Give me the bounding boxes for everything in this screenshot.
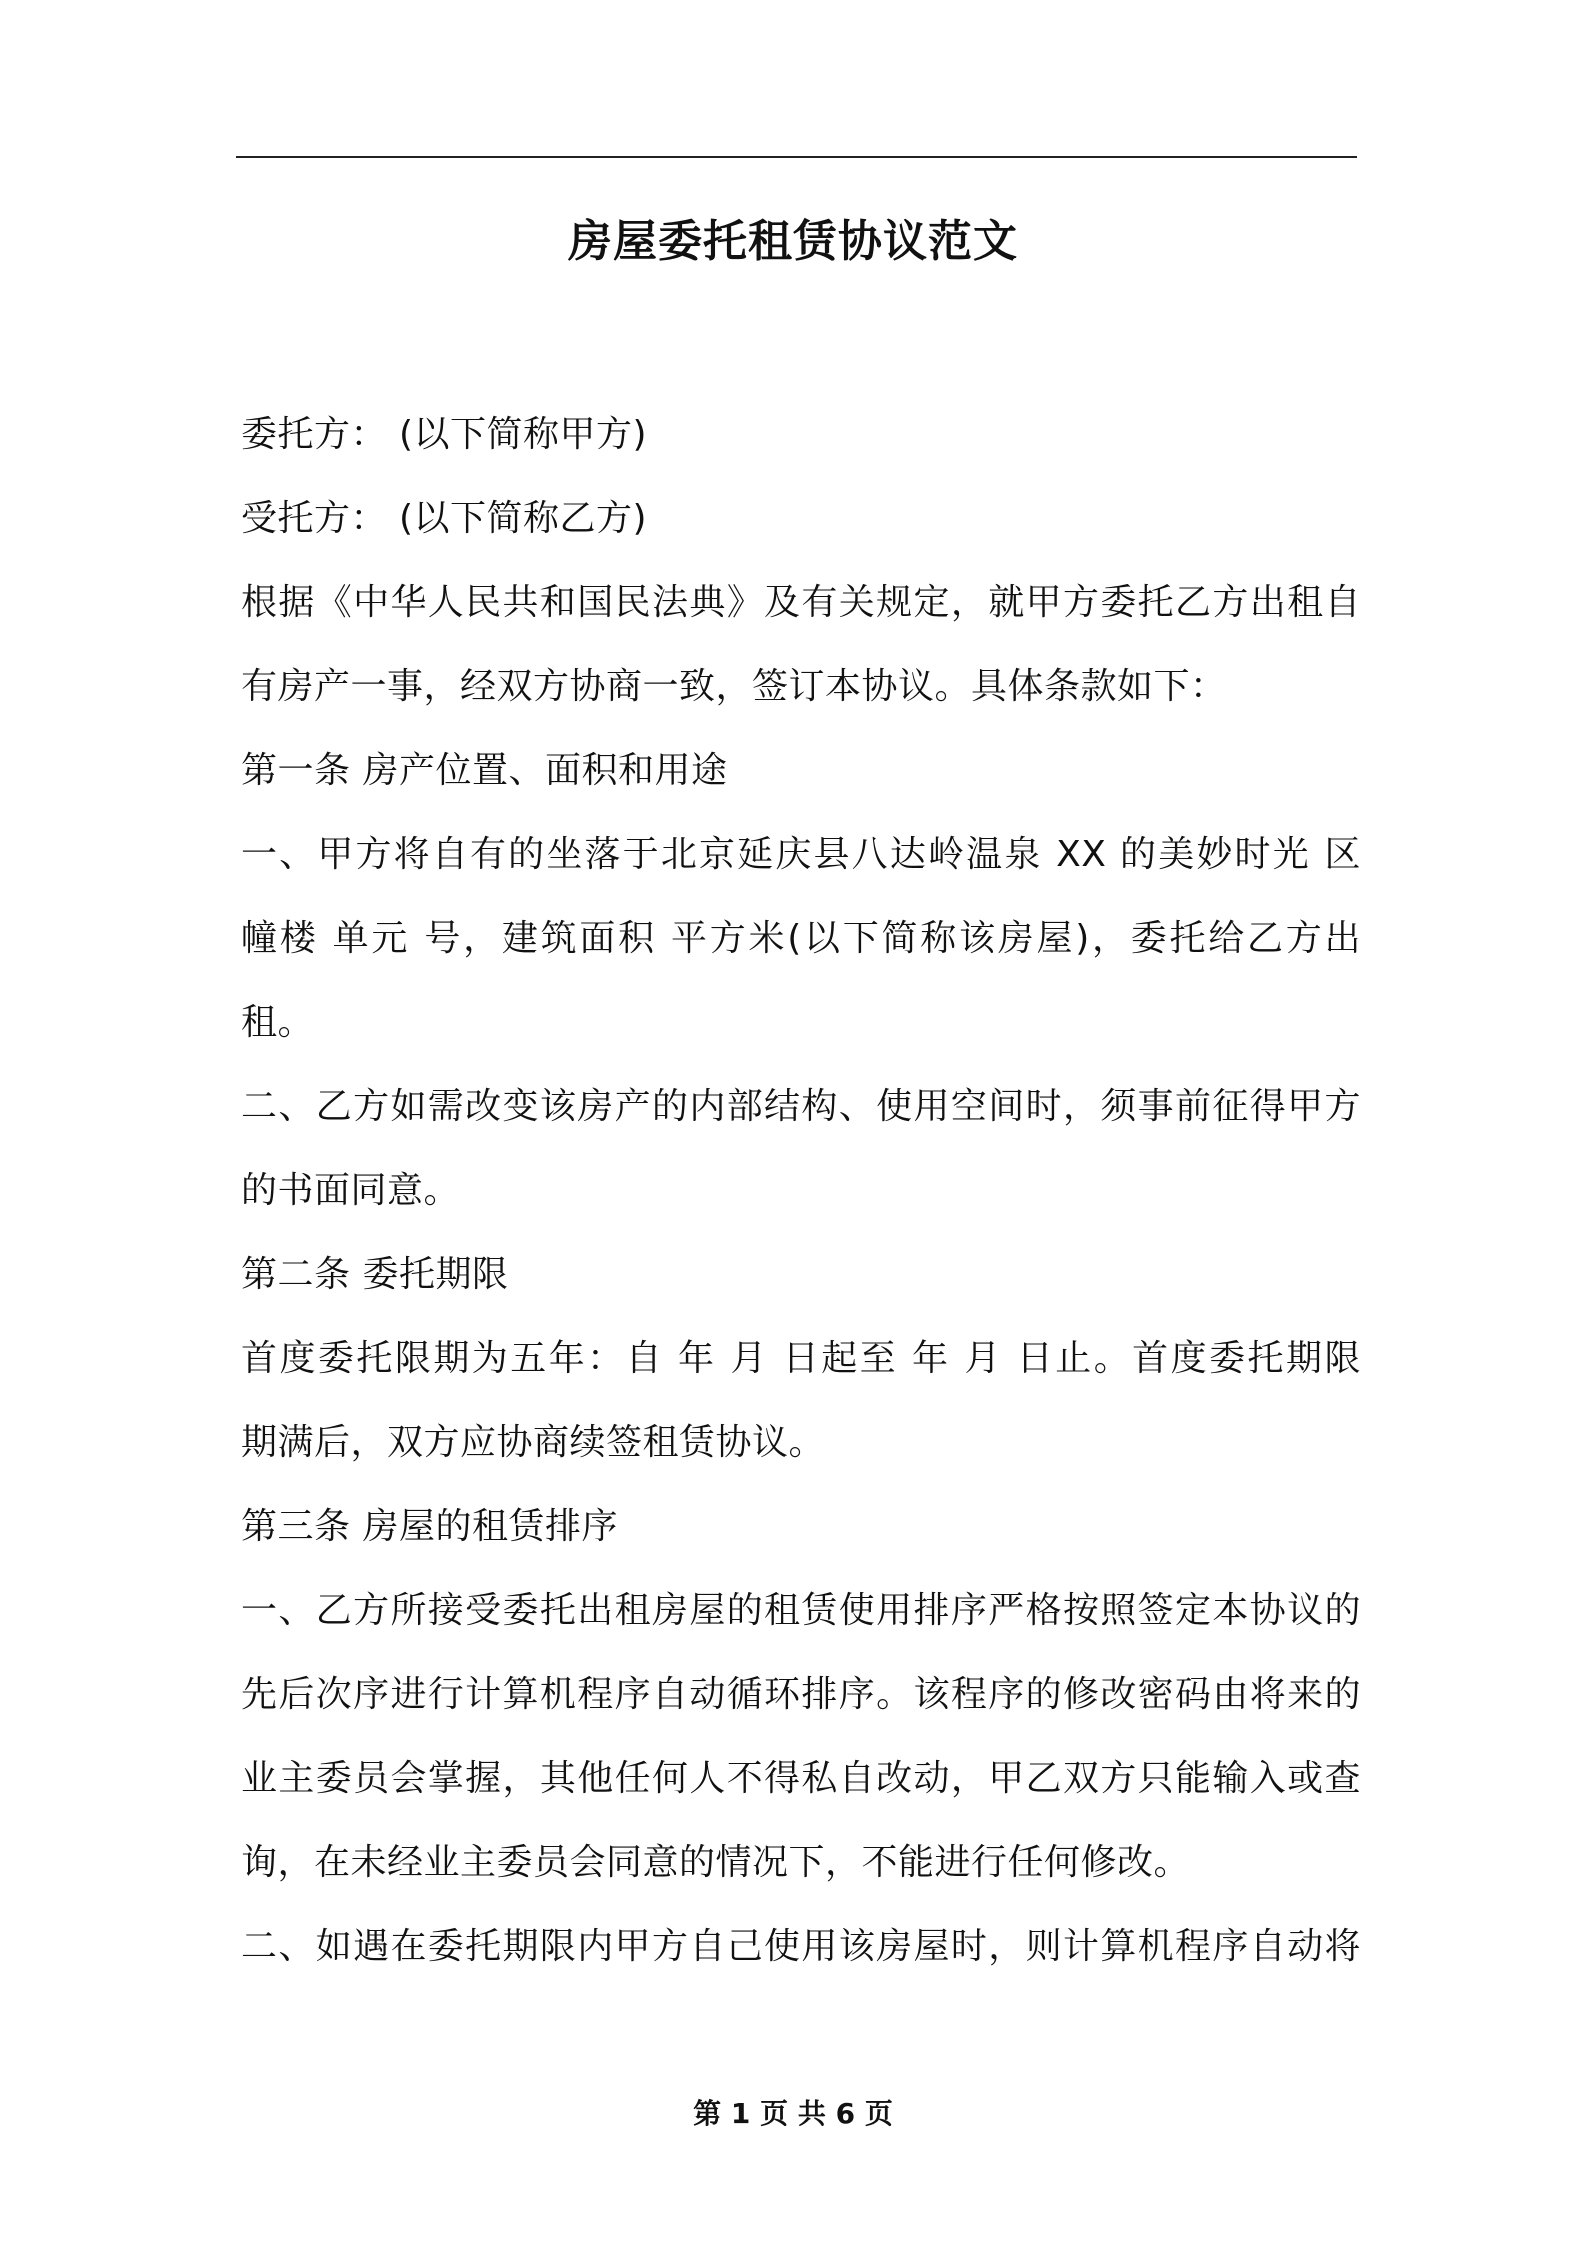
paragraph-line: 业主委员会掌握，其他任何人不得私自改动，甲乙双方只能输入或查 <box>241 1758 1361 1799</box>
paragraph-line-agent: 受托方： (以下简称乙方) <box>241 498 648 539</box>
article-heading-3: 第三条 房屋的租赁排序 <box>241 1506 618 1547</box>
header-divider <box>236 156 1357 158</box>
document-title: 房屋委托租赁协议范文 <box>568 216 1018 267</box>
article-heading-1: 第一条 房产位置、面积和用途 <box>241 750 728 791</box>
page-number: 第 1 页 共 6 页 <box>693 2097 893 2130</box>
paragraph-line: 一、乙方所接受委托出租房屋的租赁使用排序严格按照签定本协议的 <box>241 1590 1361 1631</box>
paragraph-line: 询，在未经业主委员会同意的情况下，不能进行任何修改。 <box>241 1842 1191 1883</box>
paragraph-line: 根据《中华人民共和国民法典》及有关规定，就甲方委托乙方出租自 <box>241 582 1361 623</box>
paragraph-line: 一、甲方将自有的坐落于北京延庆县八达岭温泉 XX 的美妙时光 区 <box>241 834 1361 875</box>
paragraph-line: 二、如遇在委托期限内甲方自己使用该房屋时，则计算机程序自动将 <box>241 1926 1361 1967</box>
paragraph-line: 的书面同意。 <box>241 1170 461 1211</box>
paragraph-line: 租。 <box>241 1002 315 1043</box>
paragraph-line: 有房产一事，经双方协商一致，签订本协议。具体条款如下： <box>241 666 1227 707</box>
paragraph-line: 先后次序进行计算机程序自动循环排序。该程序的修改密码由将来的 <box>241 1674 1361 1715</box>
paragraph-line: 首度委托限期为五年：自 年 月 日起至 年 月 日止。首度委托期限 <box>241 1338 1361 1379</box>
paragraph-line: 幢楼 单元 号，建筑面积 平方米(以下简称该房屋)，委托给乙方出 <box>241 918 1361 959</box>
paragraph-line: 期满后，双方应协商续签租赁协议。 <box>241 1422 826 1463</box>
paragraph-line-principal: 委托方： (以下简称甲方) <box>241 414 648 455</box>
article-heading-2: 第二条 委托期限 <box>241 1254 509 1295</box>
paragraph-line: 二、乙方如需改变该房产的内部结构、使用空间时，须事前征得甲方 <box>241 1086 1361 1127</box>
